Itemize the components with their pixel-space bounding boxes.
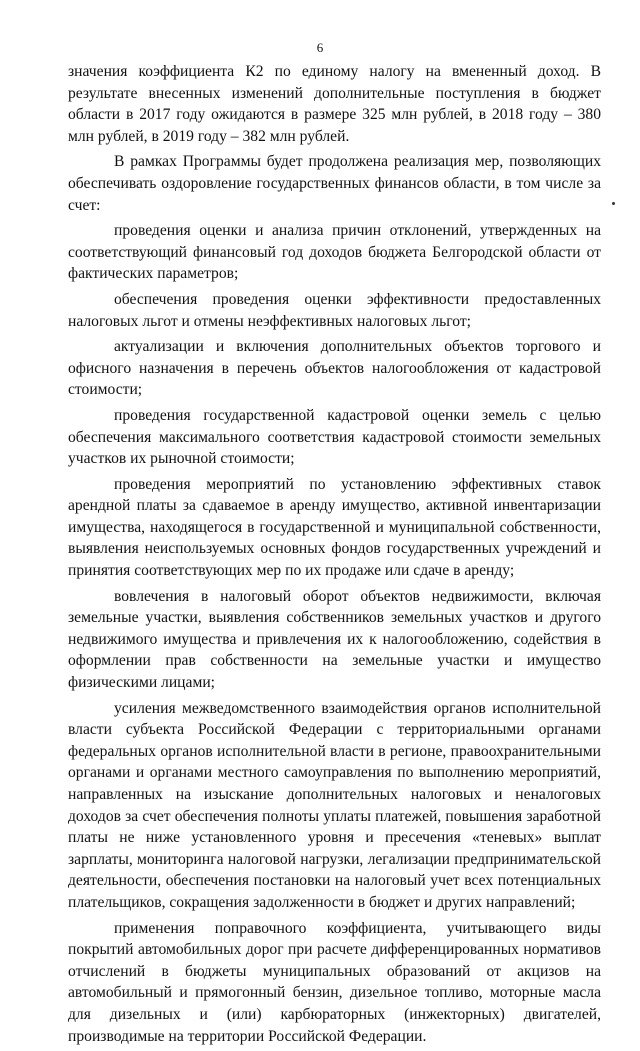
- paragraph-program-measures: В рамках Программы будет продолжена реализация мер, позволяющих обеспечивать оздоровление государственных финансов области, в том числе за счет:: [68, 153, 601, 214]
- list-item-cadastral-objects: актуализации и включения дополнительных объектов торгового и офисного назначения в перечень объектов налогообложения от кадастровой стоимости;: [68, 338, 601, 399]
- list-item-real-estate: вовлечения в налоговый оборот объектов недвижимости, включая земельные участки, выявления собственников земельных участков и другого недвижимого имущества и привлечения их к налогообложению, содействия в оформлении прав собственности на земельные участки и имущество физическими лицами;: [68, 587, 601, 692]
- body-text: [68, 61, 601, 1051]
- scan-speck: [612, 202, 615, 205]
- list-item-correction-coefficient: применения поправочного коэффициента, учитывающего виды покрытий автомобильных дорог при расчете дифференцированных нормативов отчислений в бюджеты муниципальных образований от акцизов на автомобильный и прямогонный бензин, дизельное топливо, моторные масла для дизельных и (или) карбюраторных (инжекторных) двигателей, производимые на территории Российской Федерации.: [68, 919, 601, 1045]
- paragraph-k2-revenue: значения коэффициента К2 по единому налогу на вмененный доход. В результате внесенных изменений дополнительные поступления в бюджет области в 2017 году ожидаются в размере 325 млн рублей, в 2018 году – 380 млн рублей, в 2019 году – 382 млн рублей.: [68, 63, 601, 145]
- list-item-interagency: усиления межведомственного взаимодействия органов исполнительной власти субъекта Российской Федерации с территориальными органами федеральных органов исполнительной власти в регионе, правоохранительными органами и органами местного самоуправления по выполнению мероприятий, направленных на изыскание дополнительных налоговых и неналоговых доходов за счет обеспечения полноты уплаты платежей, повышения заработной платы не ниже установленного уровня и пресечения «теневых» выплат зарплаты, мониторинга налоговой нагрузки, легализации предпринимательской деятельности, обеспечения постановки на налоговый учет всех потенциальных плательщиков, сокращения задолженности в бюджет и других направлений;: [68, 699, 601, 911]
- list-item-land-valuation: проведения государственной кадастровой оценки земель с целью обеспечения максимального соответствия кадастровой стоимости земельных участков их рыночной стоимости;: [68, 406, 601, 468]
- page-number: 6: [316, 40, 324, 55]
- list-item-tax-benefits: обеспечения проведения оценки эффективности предоставленных налоговых льгот и отмены неэффективных налоговых льгот;: [68, 290, 601, 330]
- list-item-rent-rates: проведения мероприятий по установлению эффективных ставок арендной платы за сдаваемое в аренду имущество, активной инвентаризации имущества, находящегося в государственной и муниципальной собственности, выявления неиспользуемых основных фондов государственных учреждений и принятия соответствующих мер по их продаже или сдаче в аренду;: [68, 475, 601, 580]
- list-item-deviation-analysis: проведения оценки и анализа причин отклонений, утвержденных на соответствующий финансовый год доходов бюджета Белгородской области от фактических параметров;: [68, 222, 601, 283]
